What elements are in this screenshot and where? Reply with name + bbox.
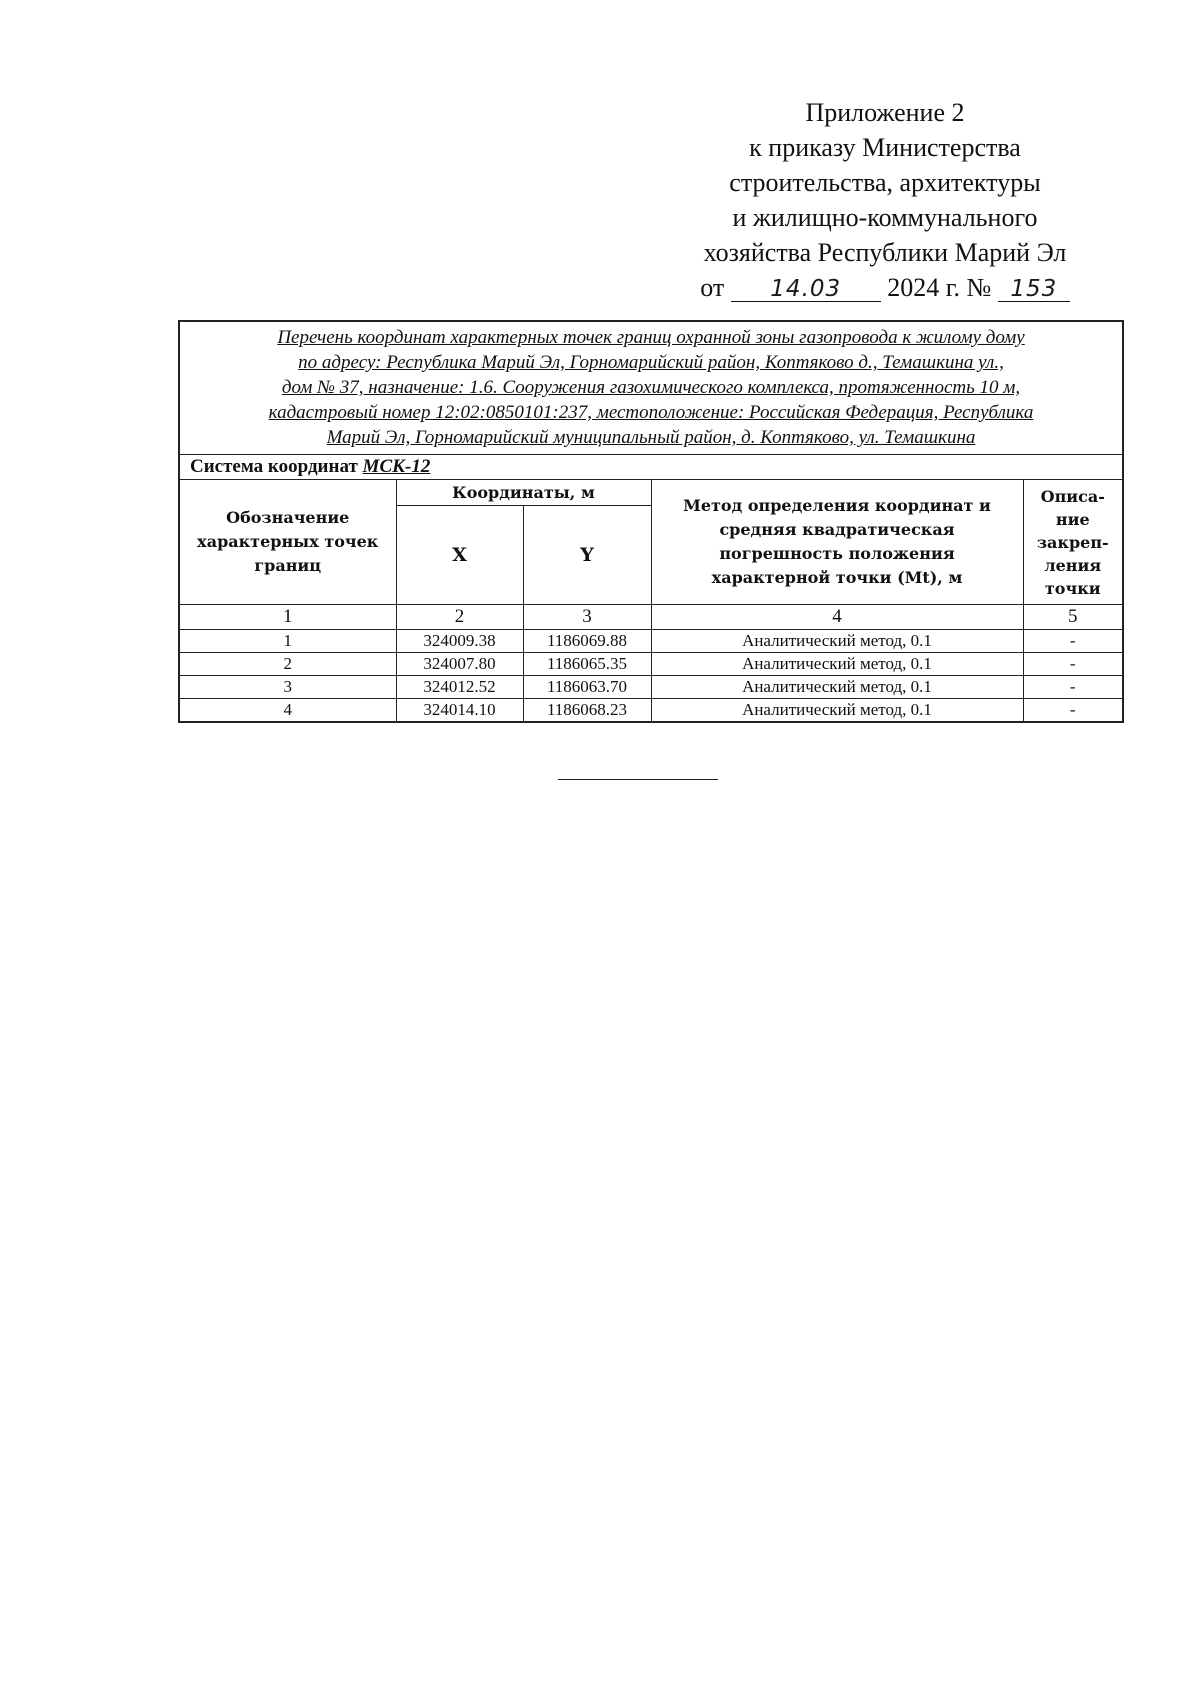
column-number: 4 — [651, 605, 1023, 630]
method-cell: Аналитический метод, 0.1 — [651, 676, 1023, 699]
point-designation-header — [179, 480, 396, 605]
y-cell: 1186069.88 — [523, 630, 651, 653]
table-title — [179, 321, 1123, 455]
description-cell: - — [1023, 676, 1123, 699]
point-cell: 4 — [179, 699, 396, 723]
x-cell: 324009.38 — [396, 630, 523, 653]
end-divider — [558, 779, 718, 780]
column-number: 2 — [396, 605, 523, 630]
column-number-row — [179, 605, 1123, 630]
method-header-line: погрешность положения — [719, 544, 955, 563]
table-title-line: Перечень координат характерных точек границ охранной зоны газопровода к жилому дому — [277, 327, 1025, 348]
coordinate-system-row — [179, 455, 1123, 480]
appendix-ministry-line-1: строительства, архитектуры — [729, 168, 1041, 197]
table-row — [179, 653, 1123, 676]
method-cell: Аналитический метод, 0.1 — [651, 699, 1023, 723]
coordinate-system-label: Система координат — [190, 456, 358, 477]
x-header: X — [396, 506, 523, 605]
description-header-line: закреп- — [1036, 532, 1109, 552]
handwritten-date: 14.03 — [731, 277, 881, 302]
method-cell: Аналитический метод, 0.1 — [651, 653, 1023, 676]
method-header-line: характерной точки (Mt), м — [711, 568, 963, 587]
appendix-header — [660, 95, 1110, 305]
appendix-order-line: к приказу Министерства — [749, 133, 1021, 162]
y-cell: 1186063.70 — [523, 676, 651, 699]
point-designation-header-line: характерных точек — [197, 532, 379, 551]
y-cell: 1186068.23 — [523, 699, 651, 723]
description-cell: - — [1023, 699, 1123, 723]
description-header-line: ние — [1055, 509, 1090, 529]
table-title-line: Марий Эл, Горномарийский муниципальный район, д. Коптяково, ул. Темашкина — [326, 427, 976, 448]
description-cell: - — [1023, 653, 1123, 676]
appendix-date-line — [660, 270, 1110, 305]
x-cell: 324014.10 — [396, 699, 523, 723]
description-header-line: ления — [1044, 555, 1102, 575]
table-row — [179, 699, 1123, 723]
coordinates-table — [178, 320, 1124, 723]
table-title-line: кадастровый номер 12:02:0850101:237, местоположение: Российская Федерация, Республика — [268, 402, 1034, 423]
description-header — [1023, 480, 1123, 605]
x-cell: 324012.52 — [396, 676, 523, 699]
point-cell: 2 — [179, 653, 396, 676]
point-cell: 1 — [179, 630, 396, 653]
point-designation-header-line: Обозначение — [226, 508, 350, 527]
x-cell: 324007.80 — [396, 653, 523, 676]
description-header-line: точки — [1044, 578, 1101, 598]
point-designation-header-line: границ — [254, 556, 322, 575]
method-header — [651, 480, 1023, 605]
table-row — [179, 630, 1123, 653]
column-number: 5 — [1023, 605, 1123, 630]
method-header-line: средняя квадратическая — [719, 520, 955, 539]
point-cell: 3 — [179, 676, 396, 699]
y-cell: 1186065.35 — [523, 653, 651, 676]
method-header-line: Метод определения координат и — [683, 496, 991, 515]
description-cell: - — [1023, 630, 1123, 653]
appendix-title: Приложение 2 — [805, 98, 965, 127]
table-title-row — [179, 321, 1123, 455]
column-number: 1 — [179, 605, 396, 630]
coordinates-header: Координаты, м — [396, 480, 651, 506]
coordinate-system-value: МСК-12 — [362, 456, 431, 477]
method-cell: Аналитический метод, 0.1 — [651, 630, 1023, 653]
appendix-ministry-line-2: и жилищно-коммунального — [732, 203, 1038, 232]
date-prefix: от — [700, 273, 725, 302]
description-header-line: Описа- — [1040, 486, 1105, 506]
coordinate-system — [179, 455, 1123, 480]
table-title-line: дом № 37, назначение: 1.6. Сооружения газохимического комплекса, протяженность 10 м, — [281, 377, 1021, 398]
appendix-ministry-line-3: хозяйства Республики Марий Эл — [703, 238, 1067, 267]
table-row — [179, 676, 1123, 699]
header-row-1 — [179, 480, 1123, 506]
column-number: 3 — [523, 605, 651, 630]
year-number-label: 2024 г. № — [887, 273, 992, 302]
table-title-line: по адресу: Республика Марий Эл, Горномарийский район, Коптяково д., Темашкина ул., — [298, 352, 1004, 373]
handwritten-order-number: 153 — [998, 277, 1070, 302]
y-header: Y — [523, 506, 651, 605]
